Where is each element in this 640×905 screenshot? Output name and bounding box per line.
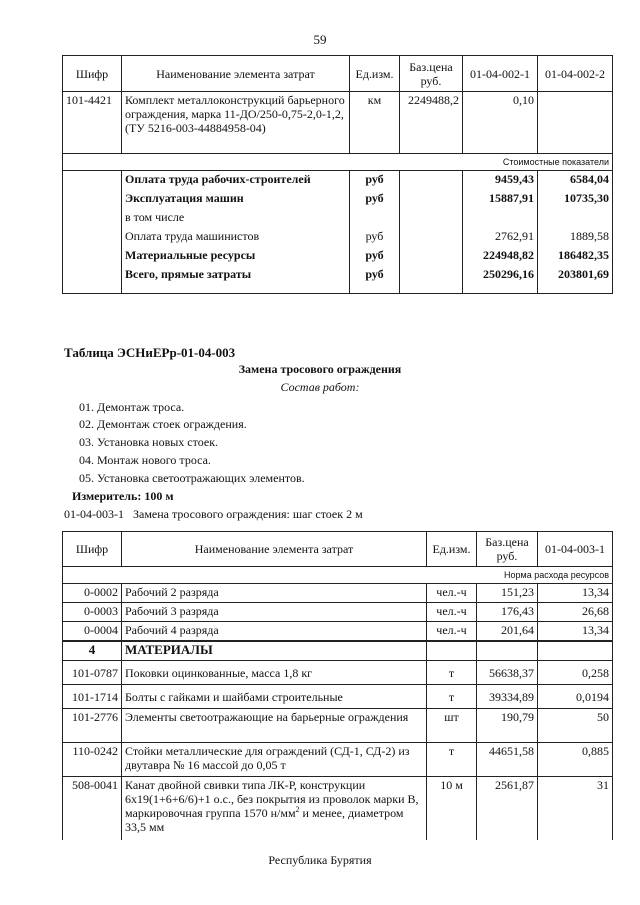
cell-v1: 31 bbox=[538, 777, 613, 840]
cell-name: Болты с гайками и шайбами строительные bbox=[122, 685, 427, 709]
col-code-header: Шифр bbox=[63, 56, 122, 92]
table-subtitle: Замена тросового ограждения bbox=[238, 362, 402, 376]
table-row bbox=[63, 777, 613, 840]
materials-label: МАТЕРИАЛЫ bbox=[122, 641, 427, 661]
cell-name: Всего, прямые затраты bbox=[122, 266, 350, 294]
cell-v1: 13,34 bbox=[538, 584, 613, 603]
cell-v1: 0,258 bbox=[538, 661, 613, 685]
cell-v1: 26,68 bbox=[538, 603, 613, 622]
table-row bbox=[63, 622, 613, 641]
col-unit-header: Ед.изм. bbox=[350, 56, 400, 92]
cell-unit: шт bbox=[427, 709, 477, 743]
cell-price: 39334,89 bbox=[477, 685, 538, 709]
table-row bbox=[63, 190, 613, 209]
cell-unit: руб bbox=[350, 247, 400, 266]
cell-v2: 6584,04 bbox=[538, 171, 613, 190]
cell-code: 0-0004 bbox=[63, 622, 122, 641]
cell-v1: 224948,82 bbox=[463, 247, 538, 266]
col-price-header: Баз.цена руб. bbox=[400, 56, 463, 92]
col-v1-header: 01-04-002-1 bbox=[463, 56, 538, 92]
table-row bbox=[63, 171, 613, 190]
cell-name: Эксплуатация машин bbox=[122, 190, 350, 209]
section-label: Норма расхода ресурсов bbox=[63, 567, 613, 584]
table-row bbox=[63, 247, 613, 266]
table-row bbox=[63, 685, 613, 709]
cell-unit: т bbox=[427, 685, 477, 709]
cell-unit: чел.-ч bbox=[427, 622, 477, 641]
cell-code: 0-0002 bbox=[63, 584, 122, 603]
cell-price: 201,64 bbox=[477, 622, 538, 641]
cell-price: 2249488,2 bbox=[400, 92, 463, 154]
cell-v1: 0,0194 bbox=[538, 685, 613, 709]
cell-unit: т bbox=[427, 661, 477, 685]
table-header bbox=[63, 532, 613, 567]
cell-code: 0-0003 bbox=[63, 603, 122, 622]
col-unit-header: Ед.изм. bbox=[427, 532, 477, 567]
table-row bbox=[63, 584, 613, 603]
cell-unit: руб bbox=[350, 190, 400, 209]
cell-unit: км bbox=[350, 92, 400, 154]
materials-header-row bbox=[63, 641, 613, 661]
cell-v2: 203801,69 bbox=[538, 266, 613, 294]
section-row bbox=[63, 567, 613, 584]
cell-name: Оплата труда рабочих-строителей bbox=[122, 171, 350, 190]
cell-v1: 50 bbox=[538, 709, 613, 743]
cost-table bbox=[62, 55, 613, 294]
page-number: 59 bbox=[313, 32, 327, 47]
cell-price: 151,23 bbox=[477, 584, 538, 603]
table-title: Таблица ЭСНиЕРр-01-04-003 bbox=[64, 345, 236, 360]
table-row bbox=[63, 209, 613, 228]
work-item: 02. Демонтаж стоек ограждения. bbox=[79, 417, 247, 431]
table-row bbox=[63, 266, 613, 294]
cell-unit: руб bbox=[350, 228, 400, 247]
cell-code: 101-4421 bbox=[63, 92, 122, 154]
cell-name: Оплата труда машинистов bbox=[122, 228, 350, 247]
section-row bbox=[63, 154, 613, 171]
cell-name: Поковки оцинкованные, масса 1,8 кг bbox=[122, 661, 427, 685]
col-v2-header: 01-04-002-2 bbox=[538, 56, 613, 92]
cell-unit: чел.-ч bbox=[427, 603, 477, 622]
cell-code: 101-1714 bbox=[63, 685, 122, 709]
cell-v1: 250296,16 bbox=[463, 266, 538, 294]
col-price-header: Баз.цена руб. bbox=[477, 532, 538, 567]
work-item: 01. Демонтаж троса. bbox=[79, 400, 185, 414]
table-row bbox=[63, 228, 613, 247]
col-v1-header: 01-04-003-1 bbox=[538, 532, 613, 567]
table-row bbox=[63, 92, 613, 154]
work-item: 03. Установка новых стоек. bbox=[79, 435, 219, 449]
cell-name: Стойки металлические для ограждений (СД-1, СД-2) из двутавра № 16 массой до 0,05 т bbox=[122, 743, 427, 777]
work-item: 04. Монтаж нового троса. bbox=[79, 453, 211, 467]
cell-unit: 10 м bbox=[427, 777, 477, 840]
cell-v1: 13,34 bbox=[538, 622, 613, 641]
col-code-header: Шифр bbox=[63, 532, 122, 567]
work-label: Состав работ: bbox=[280, 380, 360, 394]
cell-v2: 186482,35 bbox=[538, 247, 613, 266]
cell-code: 101-0787 bbox=[63, 661, 122, 685]
cell-unit: руб bbox=[350, 266, 400, 294]
cell-name: Рабочий 4 разряда bbox=[122, 622, 427, 641]
table-header bbox=[63, 56, 613, 92]
measure: Измеритель: 100 м bbox=[72, 489, 174, 503]
table-row bbox=[63, 603, 613, 622]
col-name-header: Наименование элемента затрат bbox=[122, 532, 427, 567]
cell-v1: 0,10 bbox=[463, 92, 538, 154]
table-row bbox=[63, 709, 613, 743]
cell-name: Рабочий 3 разряда bbox=[122, 603, 427, 622]
cell-unit: чел.-ч bbox=[427, 584, 477, 603]
col-name-header: Наименование элемента затрат bbox=[122, 56, 350, 92]
cell-name: Комплект металлоконструкций барьерного ограждения, марка 11-ДО/250-0,75-2,0-1,2, (ТУ 5216-003-44884958-04) bbox=[122, 92, 350, 154]
work-item: 05. Установка светоотражающих элементов. bbox=[79, 471, 305, 485]
cell-unit: т bbox=[427, 743, 477, 777]
cell-code: 110-0242 bbox=[63, 743, 122, 777]
cell-v2 bbox=[538, 92, 613, 154]
cell-price: 44651,58 bbox=[477, 743, 538, 777]
cell-code: 508-0041 bbox=[63, 777, 122, 840]
table-row bbox=[63, 743, 613, 777]
table-row bbox=[63, 661, 613, 685]
cell-v2: 1889,58 bbox=[538, 228, 613, 247]
cell-v1: 15887,91 bbox=[463, 190, 538, 209]
cell-price: 56638,37 bbox=[477, 661, 538, 685]
cell-name: Рабочий 2 разряда bbox=[122, 584, 427, 603]
cell-name: Элементы светоотражающие на барьерные ограждения bbox=[122, 709, 427, 743]
code-line: 01-04-003-1 Замена тросового ограждения: шаг стоек 2 м bbox=[64, 507, 363, 521]
cell-v1: 0,885 bbox=[538, 743, 613, 777]
cell-name: в том числе bbox=[122, 209, 350, 228]
cell-unit: руб bbox=[350, 171, 400, 190]
cell-price: 190,79 bbox=[477, 709, 538, 743]
cell-v1: 2762,91 bbox=[463, 228, 538, 247]
cell-code: 101-2776 bbox=[63, 709, 122, 743]
section-label: Стоимостные показатели bbox=[63, 154, 613, 171]
cell-price: 2561,87 bbox=[477, 777, 538, 840]
cell-price: 176,43 bbox=[477, 603, 538, 622]
cell-v1: 9459,43 bbox=[463, 171, 538, 190]
cell-name: Материальные ресурсы bbox=[122, 247, 350, 266]
materials-code: 4 bbox=[63, 641, 122, 661]
footer: Республика Бурятия bbox=[268, 853, 372, 867]
cell-v2: 10735,30 bbox=[538, 190, 613, 209]
resource-table bbox=[62, 531, 613, 840]
cell-name: Канат двойной свивки типа ЛК-Р, конструкции 6х19(1+6+6/6)+1 о.с., без покрытия из проволок марки В, маркировочная группа 1570 $н/мм^2$ и менее, диаметром 33,5 мм bbox=[122, 777, 427, 840]
